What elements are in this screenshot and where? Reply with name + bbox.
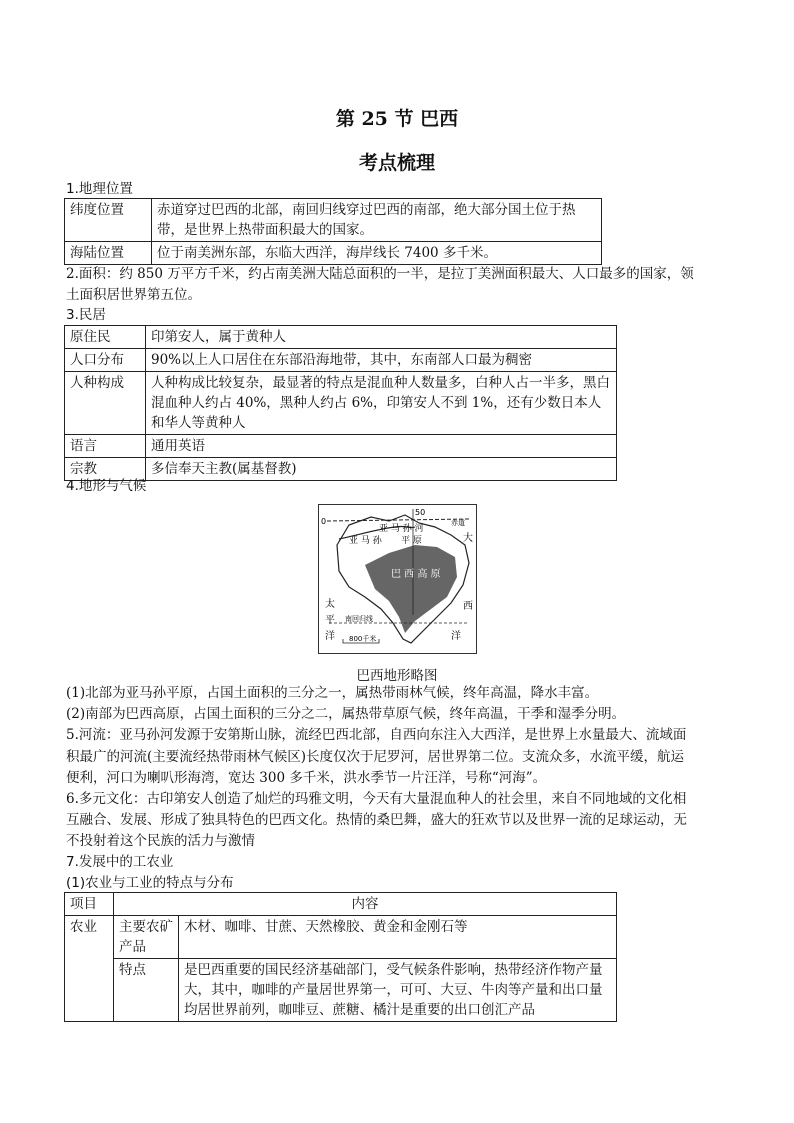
table-key: 宗教	[65, 458, 146, 481]
zero-latitude-label: 0	[321, 517, 327, 526]
table-value: 通用英语	[146, 435, 617, 458]
table-value: 木材、咖啡、甘蔗、天然橡胶、黄金和金刚石等	[179, 916, 617, 959]
plain-suffix-label: 平 原	[401, 536, 422, 546]
map-caption: 巴西地形略图	[356, 668, 438, 684]
table-header-content: 内容	[114, 893, 617, 916]
population-table	[64, 325, 617, 481]
section-7-subheading: (1)农业与工业的特点与分布	[66, 875, 234, 891]
table-row	[65, 349, 617, 372]
section-3-heading: 3.民居	[66, 307, 106, 323]
table-key: 特点	[114, 959, 179, 1022]
table-key: 原住民	[65, 326, 146, 349]
atlantic-label-1: 大	[463, 533, 473, 544]
section-2-line2: 土面积居世界第五位。	[66, 287, 201, 303]
atlantic-label-2: 西	[463, 601, 473, 612]
page-title: 第 25 节 巴西	[335, 108, 459, 130]
table-row	[65, 959, 617, 1022]
page-subtitle: 考点梳理	[358, 152, 435, 174]
section-2-line1: 2.面积：约 850 万平方千米，约占南美洲大陆总面积的一半，是拉丁美洲面积最大、人口最多的国家，领	[66, 266, 694, 282]
table-key: 人口分布	[65, 349, 146, 372]
table-row	[65, 435, 617, 458]
section-6-line3: 不投射着这个民族的活力与激情	[66, 833, 255, 849]
table-key: 纬度位置	[65, 199, 152, 242]
section-4-point2: (2)南部为巴西高原，占国土面积的三分之二，属热带草原气候，终年高温，干季和湿季分明。	[66, 706, 626, 722]
table-value: 赤道穿过巴西的北部，南回归线穿过巴西的南部，绝大部分国土位于热带，是世界上热带面积最大的国家。	[152, 199, 602, 242]
table-key: 人种构成	[65, 372, 146, 435]
table-value: 多信奉天主教(属基督教)	[146, 458, 617, 481]
table-value: 是巴西重要的国民经济基础部门，受气候条件影响，热带经济作物产量大，其中，咖啡的产量居世界第一，可可、大豆、牛肉等产量和出口量均居世界前列，咖啡豆、蔗糖、橘汁是重要的出口创汇产品	[179, 959, 617, 1022]
table-category: 农业	[65, 916, 114, 1022]
scale-label: 800千米	[349, 635, 377, 643]
section-5-line3: 便利，河口为喇叭形海湾，宽达 300 多千米，洪水季节一片汪洋，号称“河海”。	[66, 770, 547, 786]
table-row	[65, 326, 617, 349]
table-row	[65, 199, 602, 242]
tropic-label: 南回归线	[345, 615, 373, 623]
longitude-label: 50	[415, 508, 426, 517]
section-4-heading: 4.地形与气候	[66, 478, 147, 494]
table-value: 位于南美洲东部，东临大西洋，海岸线长 7400 多千米。	[152, 242, 602, 265]
highland-label: 巴 西 高 原	[391, 569, 441, 580]
amazon-river-label: 亚 马 孙 河	[379, 524, 424, 534]
table-row	[65, 242, 602, 265]
section-7-heading: 7.发展中的工农业	[66, 854, 174, 870]
section-6-line2: 互融合、发展、形成了独具特色的巴西文化。热情的桑巴舞，盛大的狂欢节以及世界一流的足球运动，无	[66, 812, 687, 828]
table-key: 海陆位置	[65, 242, 152, 265]
location-table	[64, 198, 602, 265]
section-5-line1: 5.河流：亚马孙河发源于安第斯山脉，流经巴西北部，自西向东注入大西洋，是世界上水量最大、流域面	[66, 727, 687, 743]
section-5-line2: 积最广的河流(主要流经热带雨林气候区)长度仅次于尼罗河，居世界第二位。支流众多，水流平缓，航运	[66, 749, 685, 765]
table-header-item: 项目	[65, 893, 114, 916]
section-4-point1: (1)北部为亚马孙平原，占国土面积的三分之一，属热带雨林气候，终年高温，降水丰富。	[66, 685, 599, 701]
equator-label: 赤道	[451, 519, 465, 527]
table-header-row	[65, 893, 617, 916]
table-value: 人种构成比较复杂，最显著的特点是混血种人数量多，白种人占一半多，黑白混血种人约占 40%，黑种人约占 6%，印第安人不到 1%，还有少数日本人和华人等黄种人	[146, 372, 617, 435]
pacific-label-3: 洋	[325, 631, 335, 642]
table-key: 主要农矿产品	[114, 916, 179, 959]
atlantic-label-3: 洋	[451, 631, 461, 642]
section-1-heading: 1.地理位置	[66, 181, 133, 197]
table-value: 90%以上人口居住在东部沿海地带，其中，东南部人口最为稠密	[146, 349, 617, 372]
table-value: 印第安人，属于黄种人	[146, 326, 617, 349]
table-key: 语言	[65, 435, 146, 458]
agriculture-table	[64, 892, 617, 1022]
table-row	[65, 916, 617, 959]
pacific-label-2: 平	[325, 615, 335, 626]
brazil-terrain-map	[318, 504, 477, 654]
amazon-plain-label: 亚 马 孙	[349, 536, 382, 546]
section-6-line1: 6.多元文化：古印第安人创造了灿烂的玛雅文明，今天有大量混血种人的社会里，来自不同地域的文化相	[66, 791, 687, 807]
table-row	[65, 372, 617, 435]
pacific-label-1: 太	[325, 599, 335, 610]
